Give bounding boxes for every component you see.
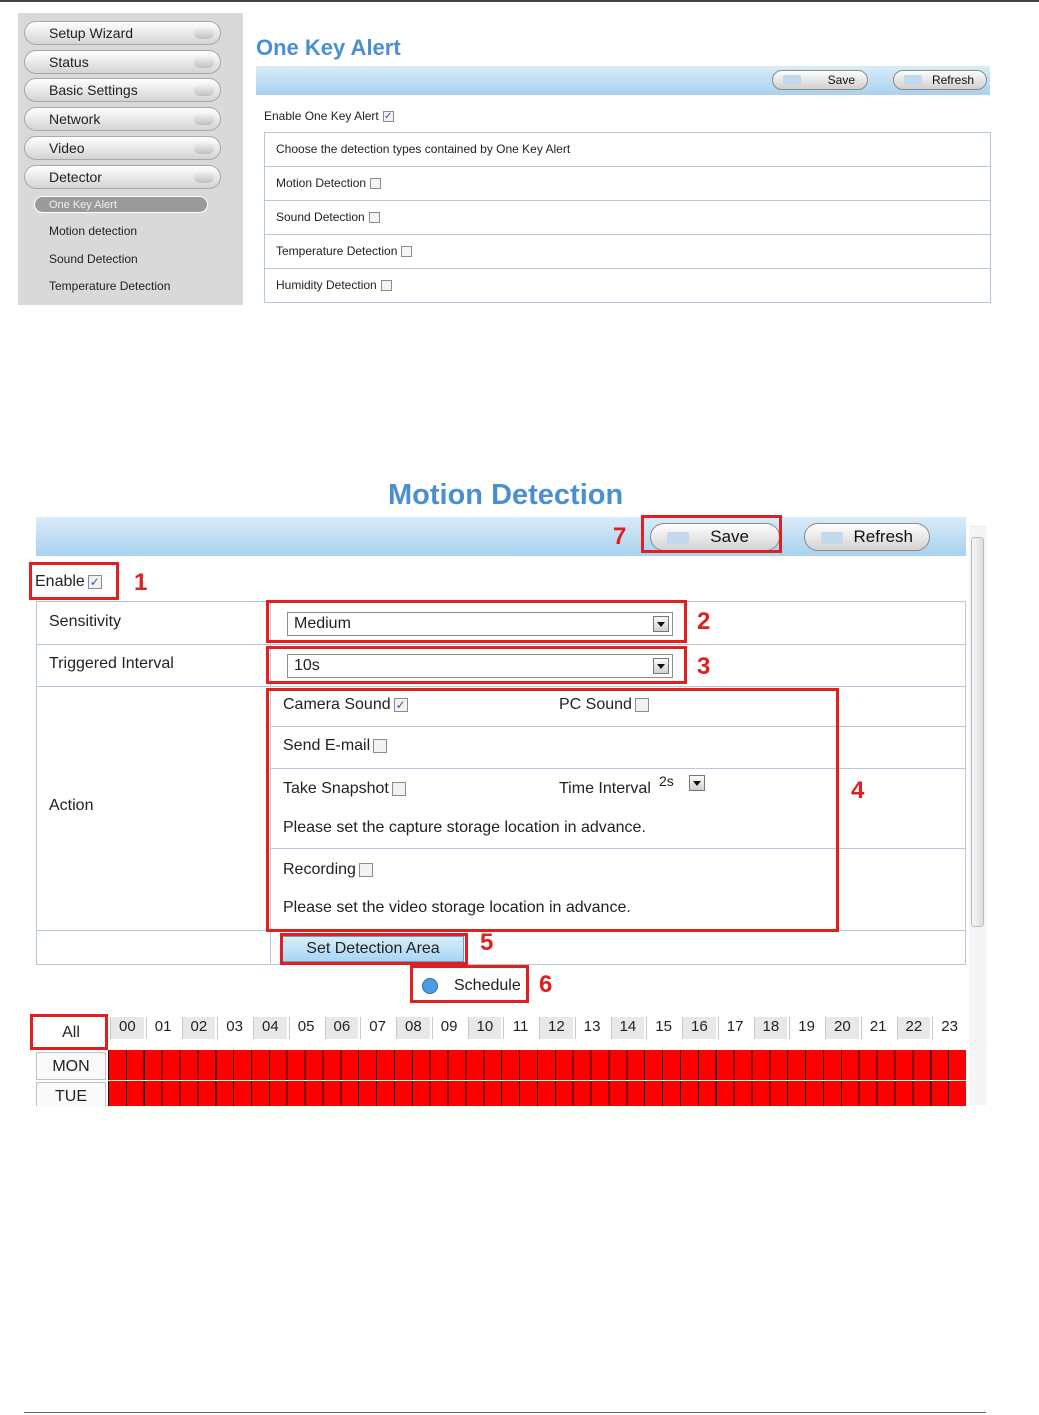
schedule-cell[interactable]	[555, 1081, 573, 1106]
schedule-cell[interactable]	[734, 1081, 752, 1106]
save-icon	[783, 75, 801, 85]
schedule-cell[interactable]	[162, 1050, 180, 1080]
schedule-cell[interactable]	[483, 1050, 501, 1080]
annotation-box-all	[30, 1014, 108, 1050]
schedule-hour-02[interactable]: 02	[182, 1017, 216, 1039]
schedule-cell[interactable]	[483, 1081, 501, 1106]
table-border	[36, 644, 966, 645]
table-row	[265, 133, 990, 167]
schedule-cell[interactable]	[573, 1050, 591, 1080]
chevron-icon	[194, 27, 214, 39]
schedule-hour-17[interactable]: 17	[718, 1017, 752, 1039]
scrollbar-thumb[interactable]	[971, 537, 984, 927]
schedule-hour-16[interactable]: 16	[682, 1017, 716, 1039]
schedule-cell[interactable]	[948, 1050, 966, 1080]
schedule-cell[interactable]	[233, 1081, 251, 1106]
send-email-label: Send E-mail	[283, 737, 371, 754]
schedule-cell[interactable]	[680, 1050, 698, 1080]
schedule-hour-08[interactable]: 08	[396, 1017, 430, 1039]
schedule-cell[interactable]	[823, 1050, 841, 1080]
detection-types-table	[264, 132, 991, 303]
time-interval-value: 2s	[659, 773, 674, 789]
page-top-rule	[0, 0, 1039, 2]
chevron-icon	[194, 113, 214, 125]
schedule-cell[interactable]	[877, 1050, 895, 1080]
detection-types-heading: Choose the detection types contained by One Key Alert	[276, 142, 571, 156]
schedule-hour-06[interactable]: 06	[325, 1017, 359, 1039]
chevron-icon	[194, 171, 214, 183]
schedule-hour-04[interactable]: 04	[253, 1017, 287, 1039]
annotation-box-1	[29, 562, 119, 600]
table-row	[265, 269, 990, 302]
schedule-cell[interactable]	[769, 1050, 787, 1080]
sidebar-subitem-one-key-alert[interactable]: One Key Alert	[34, 196, 208, 213]
refresh-button-label: Refresh	[853, 527, 913, 546]
schedule-label: Schedule	[454, 977, 521, 994]
schedule-cell[interactable]	[644, 1050, 662, 1080]
schedule-cell[interactable]	[126, 1081, 144, 1106]
schedule-cell[interactable]	[787, 1050, 805, 1080]
schedule-cell[interactable]	[269, 1050, 287, 1080]
schedule-hour-05[interactable]: 05	[289, 1017, 323, 1039]
schedule-cell[interactable]	[215, 1081, 233, 1106]
triggered-interval-label: Triggered Interval	[49, 655, 174, 672]
save-button-label: Save	[827, 73, 855, 87]
schedule-cell[interactable]	[930, 1050, 948, 1080]
schedule-cell[interactable]	[930, 1081, 948, 1106]
schedule-cell[interactable]	[859, 1050, 877, 1080]
motion-detection-label: Motion Detection	[276, 176, 367, 190]
schedule-cell[interactable]	[394, 1081, 412, 1106]
one-key-alert-screenshot	[18, 13, 994, 305]
schedule-cell[interactable]	[859, 1081, 877, 1106]
schedule-cell[interactable]	[233, 1050, 251, 1080]
schedule-cell[interactable]	[376, 1081, 394, 1106]
page-bottom-rule	[24, 1412, 986, 1413]
schedule-hour-13[interactable]: 13	[575, 1017, 609, 1039]
schedule-hour-23[interactable]: 23	[932, 1017, 966, 1039]
sidebar-item-label: Video	[49, 140, 85, 156]
schedule-cell[interactable]	[698, 1050, 716, 1080]
table-border	[36, 601, 37, 964]
triggered-interval-value: 10s	[294, 657, 320, 674]
annotation-box-5	[280, 933, 468, 965]
enable-one-key-alert-label: Enable One Key Alert	[264, 109, 379, 123]
sidebar-subitem-motion-detection[interactable]: Motion detection	[49, 224, 138, 238]
sidebar-item-label: Detector	[49, 169, 102, 185]
video-storage-note: Please set the video storage location in advance.	[283, 899, 631, 916]
pc-sound-label: PC Sound	[559, 696, 632, 713]
schedule-cell[interactable]	[895, 1081, 913, 1106]
schedule-cell[interactable]	[752, 1050, 770, 1080]
schedule-cell[interactable]	[591, 1081, 609, 1106]
sidebar-item-setup-wizard[interactable]	[24, 21, 221, 45]
schedule-cell[interactable]	[358, 1050, 376, 1080]
table-row	[265, 235, 990, 269]
schedule-cell[interactable]	[287, 1081, 305, 1106]
toolbar	[256, 66, 990, 95]
schedule-cell[interactable]	[126, 1050, 144, 1080]
schedule-hour-01[interactable]: 01	[146, 1017, 180, 1039]
chevron-icon	[194, 56, 214, 68]
refresh-icon	[821, 532, 843, 544]
schedule-cell[interactable]	[430, 1050, 448, 1080]
humidity-detection-checkbox[interactable]	[381, 280, 392, 291]
sensitivity-value: Medium	[294, 615, 351, 632]
annotation-number-2: 2	[697, 608, 711, 635]
schedule-cell[interactable]	[895, 1050, 913, 1080]
schedule-cell[interactable]	[358, 1081, 376, 1106]
chevron-icon	[194, 84, 214, 96]
schedule-cell[interactable]	[376, 1050, 394, 1080]
schedule-hour-10[interactable]: 10	[468, 1017, 502, 1039]
table-border	[36, 686, 966, 687]
annotation-number-1: 1	[134, 569, 148, 596]
schedule-cell[interactable]	[108, 1050, 126, 1080]
schedule-cell[interactable]	[716, 1050, 734, 1080]
schedule-row-tue[interactable]	[108, 1081, 966, 1106]
schedule-cell[interactable]	[716, 1081, 734, 1106]
schedule-cell[interactable]	[519, 1050, 537, 1080]
schedule-cell[interactable]	[948, 1081, 966, 1106]
annotation-number-7: 7	[613, 523, 627, 550]
schedule-hour-22[interactable]: 22	[897, 1017, 931, 1039]
schedule-cell[interactable]	[912, 1050, 930, 1080]
schedule-cell[interactable]	[251, 1050, 269, 1080]
sidebar-item-status[interactable]	[24, 50, 221, 74]
camera-sound-checkbox[interactable]: ✓	[395, 697, 406, 712]
chevron-icon	[194, 142, 214, 154]
motion-detection-screenshot	[22, 479, 990, 1106]
set-detection-area-button[interactable]: Set Detection Area	[282, 936, 464, 962]
schedule-cell[interactable]	[912, 1081, 930, 1106]
schedule-cell[interactable]	[305, 1081, 323, 1106]
schedule-cell[interactable]	[162, 1081, 180, 1106]
refresh-button[interactable]	[893, 70, 987, 90]
schedule-cell[interactable]	[197, 1050, 215, 1080]
camera-sound-label: Camera Sound	[283, 696, 391, 713]
sidebar-item-label: Basic Settings	[49, 82, 138, 98]
schedule-cell[interactable]	[537, 1050, 555, 1080]
annotation-number-3: 3	[697, 653, 711, 680]
schedule-cell[interactable]	[519, 1081, 537, 1106]
schedule-cell[interactable]	[340, 1081, 358, 1106]
schedule-cell[interactable]	[323, 1050, 341, 1080]
action-label: Action	[49, 797, 94, 814]
save-button-label: Save	[710, 527, 749, 546]
schedule-cell[interactable]	[180, 1081, 198, 1106]
enable-label: Enable	[35, 573, 85, 590]
schedule-hour-18[interactable]: 18	[754, 1017, 788, 1039]
schedule-cell[interactable]	[215, 1050, 233, 1080]
sidebar-subitem-temperature-detection[interactable]: Temperature Detection	[49, 279, 171, 293]
schedule-hour-00[interactable]: 00	[110, 1017, 144, 1039]
schedule-cell[interactable]	[340, 1050, 358, 1080]
annotation-number-6: 6	[539, 971, 553, 998]
one-key-alert-panel	[254, 13, 994, 305]
schedule-row-mon[interactable]	[108, 1050, 966, 1080]
schedule-cell[interactable]	[412, 1050, 430, 1080]
schedule-hour-15[interactable]: 15	[646, 1017, 680, 1039]
schedule-cell[interactable]	[626, 1081, 644, 1106]
sidebar-item-video[interactable]	[24, 136, 221, 160]
schedule-cell[interactable]	[841, 1081, 859, 1106]
schedule-cell[interactable]	[412, 1081, 430, 1106]
refresh-button-label: Refresh	[931, 73, 974, 87]
schedule-hour-12[interactable]: 12	[539, 1017, 573, 1039]
schedule-cell[interactable]	[877, 1081, 895, 1106]
schedule-hour-07[interactable]: 07	[360, 1017, 394, 1039]
schedule-cell[interactable]	[108, 1081, 126, 1106]
sound-detection-label: Sound Detection	[276, 210, 365, 224]
scrollbar[interactable]	[969, 525, 987, 1105]
enable-checkbox[interactable]: ✓	[89, 574, 100, 589]
page-title: Motion Detection	[388, 479, 624, 511]
schedule-cell[interactable]	[662, 1081, 680, 1106]
temperature-detection-label: Temperature Detection	[276, 244, 398, 258]
schedule-cell[interactable]	[609, 1081, 627, 1106]
schedule-cell[interactable]	[805, 1081, 823, 1106]
schedule-cell[interactable]	[180, 1050, 198, 1080]
schedule-cell[interactable]	[537, 1081, 555, 1106]
sidebar-item-label: Status	[49, 54, 89, 70]
motion-detection-checkbox[interactable]	[370, 178, 381, 189]
enable-one-key-alert-checkbox[interactable]: ✓	[384, 111, 393, 123]
refresh-button[interactable]	[804, 523, 930, 551]
humidity-detection-label: Humidity Detection	[276, 278, 377, 292]
annotation-number-4: 4	[851, 777, 865, 804]
toolbar	[36, 517, 966, 556]
page-title: One Key Alert	[256, 35, 401, 60]
schedule-cell[interactable]	[841, 1050, 859, 1080]
schedule-day-mon: MON	[36, 1052, 106, 1080]
recording-label: Recording	[283, 861, 356, 878]
schedule-cell[interactable]	[752, 1081, 770, 1106]
schedule-cell[interactable]	[394, 1050, 412, 1080]
schedule-cell[interactable]	[251, 1081, 269, 1106]
schedule-cell[interactable]	[591, 1050, 609, 1080]
schedule-cell[interactable]	[787, 1081, 805, 1106]
annotation-box-7	[641, 515, 782, 553]
schedule-cell[interactable]	[269, 1081, 287, 1106]
schedule-cell[interactable]	[501, 1050, 519, 1080]
sidebar-item-network[interactable]	[24, 107, 221, 131]
schedule-all-button[interactable]: All	[36, 1019, 106, 1047]
schedule-cell[interactable]	[662, 1050, 680, 1080]
schedule-cell[interactable]	[197, 1081, 215, 1106]
snapshot-storage-note: Please set the capture storage location in advance.	[283, 819, 646, 836]
schedule-cell[interactable]	[448, 1081, 466, 1106]
schedule-hour-14[interactable]: 14	[611, 1017, 645, 1039]
table-row	[265, 201, 990, 235]
sensitivity-label: Sensitivity	[49, 613, 122, 630]
annotation-number-5: 5	[480, 929, 494, 956]
annotation-box-4	[266, 688, 839, 932]
time-interval-label: Time Interval	[559, 780, 651, 797]
sidebar-subitem-sound-detection[interactable]: Sound Detection	[49, 252, 138, 266]
schedule-cell[interactable]	[698, 1081, 716, 1106]
refresh-icon	[904, 75, 922, 85]
table-border	[965, 601, 966, 964]
schedule-day-tue: TUE	[36, 1082, 106, 1106]
sidebar-item-detector[interactable]	[24, 165, 221, 189]
schedule-cell[interactable]	[305, 1050, 323, 1080]
schedule-cell[interactable]	[448, 1050, 466, 1080]
schedule-cell[interactable]	[466, 1050, 484, 1080]
schedule-cell[interactable]	[323, 1081, 341, 1106]
temperature-detection-checkbox[interactable]	[401, 246, 412, 257]
annotation-box-2	[266, 600, 687, 643]
schedule-cell[interactable]	[644, 1081, 662, 1106]
schedule-cell[interactable]	[626, 1050, 644, 1080]
schedule-cell[interactable]	[144, 1050, 162, 1080]
schedule-hour-03[interactable]: 03	[217, 1017, 251, 1039]
schedule-cell[interactable]	[430, 1081, 448, 1106]
schedule-hour-20[interactable]: 20	[825, 1017, 859, 1039]
sidebar-item-label: Setup Wizard	[49, 25, 134, 41]
schedule-hour-09[interactable]: 09	[432, 1017, 466, 1039]
schedule-cell[interactable]	[555, 1050, 573, 1080]
sound-detection-checkbox[interactable]	[369, 212, 380, 223]
schedule-cell[interactable]	[805, 1050, 823, 1080]
schedule-cell[interactable]	[769, 1081, 787, 1106]
schedule-cell[interactable]	[734, 1050, 752, 1080]
schedule-hour-11[interactable]: 11	[503, 1017, 537, 1039]
schedule-cell[interactable]	[287, 1050, 305, 1080]
schedule-cell[interactable]	[466, 1081, 484, 1106]
save-button[interactable]	[772, 70, 868, 90]
annotation-box-3	[266, 646, 687, 684]
sidebar-item-basic-settings[interactable]	[24, 78, 221, 102]
schedule-cell[interactable]	[680, 1081, 698, 1106]
enable-one-key-alert-row	[264, 109, 394, 123]
sidebar-item-label: Network	[49, 111, 101, 127]
schedule-hour-21[interactable]: 21	[861, 1017, 895, 1039]
schedule-hour-19[interactable]: 19	[789, 1017, 823, 1039]
annotation-box-6	[410, 965, 529, 1003]
take-snapshot-label: Take Snapshot	[283, 780, 389, 797]
schedule-cell[interactable]	[609, 1050, 627, 1080]
schedule-cell[interactable]	[823, 1081, 841, 1106]
table-row	[265, 167, 990, 201]
schedule-cell[interactable]	[144, 1081, 162, 1106]
sidebar	[18, 13, 243, 305]
schedule-cell[interactable]	[501, 1081, 519, 1106]
schedule-cell[interactable]	[573, 1081, 591, 1106]
